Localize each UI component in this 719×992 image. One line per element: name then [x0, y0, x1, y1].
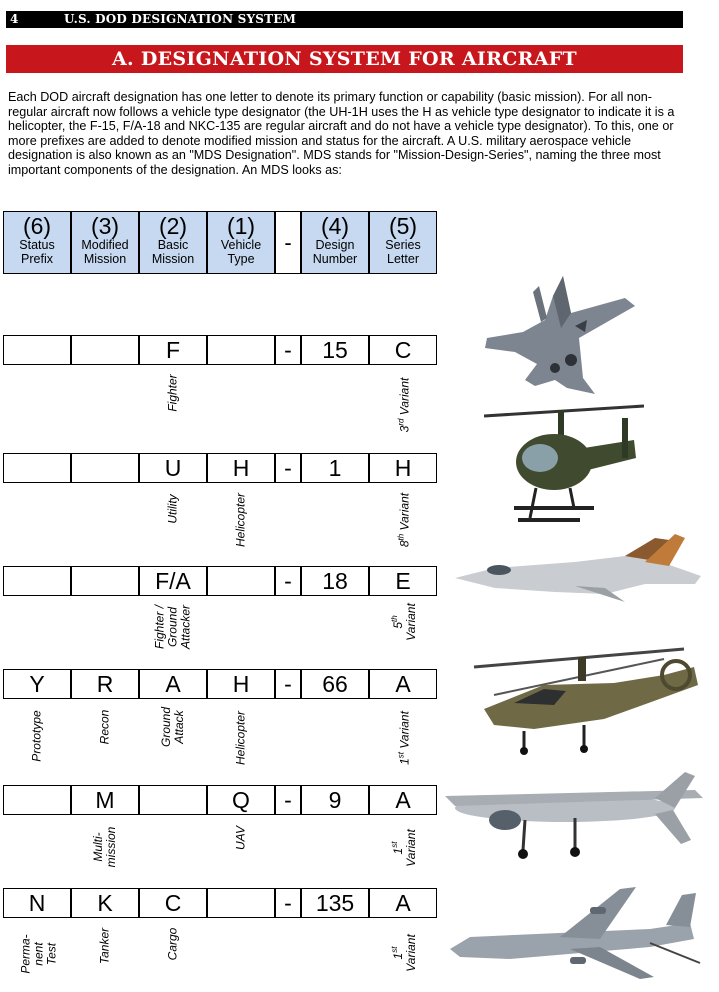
legend-number: (6): [22, 213, 52, 239]
cell-modified: R: [71, 669, 139, 699]
cell-basic: A: [139, 669, 207, 699]
label-series: 3rd Variant: [396, 377, 412, 433]
cell-design: 1: [301, 453, 369, 483]
cell-design: 135: [301, 888, 369, 918]
label-vehicle: Helicopter: [233, 492, 248, 548]
kc135-tanker-image: [450, 883, 712, 983]
cell-vehicle: H: [207, 453, 275, 483]
cell-series: A: [369, 888, 437, 918]
legend-label: Modified Mission: [81, 238, 129, 266]
cell-dash: -: [275, 453, 301, 483]
label-series: 1st Variant: [396, 711, 412, 765]
legend-label: Basic Mission: [151, 238, 195, 266]
cell-design: 18: [301, 566, 369, 596]
legend-label: Design Number: [312, 238, 358, 266]
legend-series-letter: [369, 211, 437, 274]
mq9-uav-image: [445, 768, 705, 860]
fa18-fighter-jet-image: [455, 532, 705, 612]
label-basic: Utility: [165, 494, 180, 524]
document-title: U.S. DOD DESIGNATION SYSTEM: [64, 12, 297, 26]
cell-dash: -: [275, 335, 301, 365]
legend-number: (1): [226, 213, 256, 239]
f15-fighter-jet-image: [475, 268, 645, 398]
label-modified: Tanker: [97, 927, 112, 965]
cell-series: A: [369, 669, 437, 699]
cell-dash: -: [275, 785, 301, 815]
cell-dash: -: [275, 888, 301, 918]
legend-basic-mission: [139, 211, 207, 274]
cell-design: 9: [301, 785, 369, 815]
label-vehicle: Helicopter: [233, 710, 248, 766]
cell-vehicle: [207, 888, 275, 918]
label-basic: Cargo: [165, 927, 180, 961]
legend-modified-mission: [71, 211, 139, 274]
cell-basic: C: [139, 888, 207, 918]
header-bar: [6, 11, 683, 28]
section-title: A. DESIGNATION SYSTEM FOR AIRCRAFT: [6, 45, 683, 73]
cell-status: [3, 785, 71, 815]
cell-series: E: [369, 566, 437, 596]
legend-number: (3): [90, 213, 120, 239]
legend-label: Vehicle Type: [220, 238, 262, 266]
cell-dash: -: [275, 566, 301, 596]
cell-vehicle: Q: [207, 785, 275, 815]
cell-status: Y: [3, 669, 71, 699]
label-series: 5th Variant: [390, 603, 418, 641]
label-status: Perma- nent Test: [18, 934, 59, 974]
cell-status: N: [3, 888, 71, 918]
label-series: 1st Variant: [390, 829, 418, 867]
legend-dash: -: [275, 211, 301, 274]
cell-modified: K: [71, 888, 139, 918]
cell-basic: [139, 785, 207, 815]
label-modified: Recon: [97, 709, 112, 745]
cell-vehicle: [207, 566, 275, 596]
legend-vehicle-type: [207, 211, 275, 274]
label-vehicle: UAV: [233, 825, 248, 851]
cell-modified: [71, 566, 139, 596]
cell-basic: U: [139, 453, 207, 483]
cell-status: [3, 566, 71, 596]
cell-status: [3, 335, 71, 365]
cell-status: [3, 453, 71, 483]
label-series: 1st Variant: [390, 934, 418, 972]
label-basic: Fighter / Ground Attacker: [152, 604, 193, 650]
cell-modified: [71, 453, 139, 483]
cell-series: H: [369, 453, 437, 483]
cell-series: C: [369, 335, 437, 365]
cell-design: 66: [301, 669, 369, 699]
cell-modified: M: [71, 785, 139, 815]
legend-number: (5): [388, 213, 418, 239]
label-basic: Fighter: [165, 374, 180, 412]
label-status: Prototype: [29, 710, 44, 762]
label-series: 8th Variant: [396, 492, 412, 548]
cell-modified: [71, 335, 139, 365]
cell-dash: -: [275, 669, 301, 699]
intro-paragraph: Each DOD aircraft designation has one letter to denote its primary function or capability (basic mission). For all non-regular aircraft now follows a vehicle type designator (the UH-1H uses the H as vehicle type designator to indicate it is a helicopter, the F-15, F/A-18 and NKC-135 are regular aircraft and do not have a vehicle type designator). To this, one or more prefixes are added to denote modified mission and status for the aircraft. A U.S. military aerospace vehicle designation is also known as an "MDS Designation". MDS stands for "Mission-Design-Series", naming the three most important components of the designation. An MDS looks as:: [8, 90, 675, 177]
legend-number: (4): [320, 213, 350, 239]
cell-vehicle: [207, 335, 275, 365]
cell-basic: F: [139, 335, 207, 365]
page-number: 4: [10, 12, 19, 26]
cell-design: 15: [301, 335, 369, 365]
cell-basic: F/A: [139, 566, 207, 596]
legend-label: Status Prefix: [19, 238, 55, 266]
legend-label: Series Letter: [385, 238, 421, 266]
legend-status-prefix: [3, 211, 71, 274]
uh1-helicopter-image: [484, 400, 644, 528]
legend-number: (2): [158, 213, 188, 239]
label-basic: Ground Attack: [159, 706, 186, 748]
rah66-helicopter-image: [454, 645, 704, 757]
legend-design-number: [301, 211, 369, 274]
cell-vehicle: H: [207, 669, 275, 699]
cell-series: A: [369, 785, 437, 815]
label-modified: Multi- mission: [91, 826, 118, 868]
